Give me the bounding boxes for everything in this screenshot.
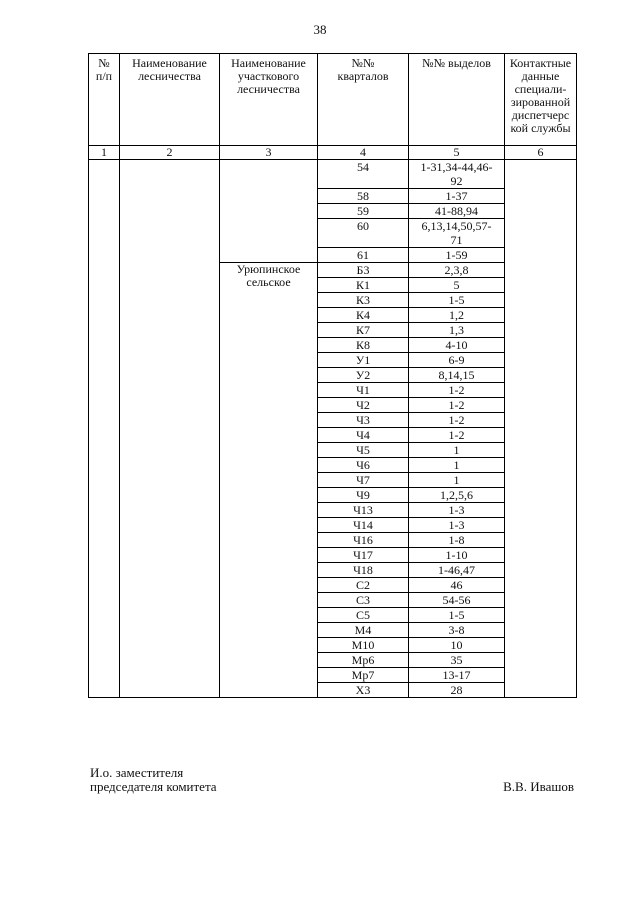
quarter-number: С2 — [318, 578, 409, 593]
quarter-number: М10 — [318, 638, 409, 653]
allotment-numbers: 1-59 — [409, 248, 505, 263]
column-number-row — [89, 146, 577, 160]
allotment-numbers: 3-8 — [409, 623, 505, 638]
allotment-numbers: 1,3 — [409, 323, 505, 338]
forestry-cell — [120, 160, 220, 698]
header-row — [89, 54, 577, 146]
allotment-numbers: 13-17 — [409, 668, 505, 683]
header-cell: Наименование участкового лесничества — [220, 54, 318, 146]
num-cell — [89, 160, 120, 698]
allotment-numbers: 6-9 — [409, 353, 505, 368]
column-number: 4 — [318, 146, 409, 160]
allotment-numbers: 1-8 — [409, 533, 505, 548]
allotment-numbers: 1,2 — [409, 308, 505, 323]
quarter-number: Ч2 — [318, 398, 409, 413]
allotment-numbers: 4-10 — [409, 338, 505, 353]
header-cell: №№ выделов — [409, 54, 505, 146]
allotment-numbers: 1-10 — [409, 548, 505, 563]
allotment-numbers: 1-2 — [409, 428, 505, 443]
signature-name: В.В. Ивашов — [503, 779, 574, 794]
allotment-numbers: 1 — [409, 443, 505, 458]
allotment-numbers: 1-2 — [409, 413, 505, 428]
allotment-numbers: 1-2 — [409, 398, 505, 413]
allotment-numbers: 46 — [409, 578, 505, 593]
allotment-numbers: 6,13,14,50,57- 71 — [409, 219, 505, 248]
allotment-numbers: 1-5 — [409, 293, 505, 308]
column-number: 2 — [120, 146, 220, 160]
quarter-number: Ч9 — [318, 488, 409, 503]
allotment-numbers: 1-5 — [409, 608, 505, 623]
quarter-number: Ч18 — [318, 563, 409, 578]
header-cell: Наименование лесничества — [120, 54, 220, 146]
quarter-number: К4 — [318, 308, 409, 323]
quarter-number: 61 — [318, 248, 409, 263]
allotment-numbers: 35 — [409, 653, 505, 668]
forestry-table — [88, 53, 577, 698]
header-cell: № п/п — [89, 54, 120, 146]
allotment-numbers: 28 — [409, 683, 505, 698]
quarter-number: У1 — [318, 353, 409, 368]
allotment-numbers: 1 — [409, 458, 505, 473]
quarter-number: Ч14 — [318, 518, 409, 533]
quarter-number: К1 — [318, 278, 409, 293]
quarter-number: Ч6 — [318, 458, 409, 473]
allotment-numbers: 1-31,34-44,46- 92 — [409, 160, 505, 189]
contact-cell — [505, 160, 577, 698]
column-number: 5 — [409, 146, 505, 160]
allotment-numbers: 54-56 — [409, 593, 505, 608]
quarter-number: К7 — [318, 323, 409, 338]
allotment-numbers: 1-46,47 — [409, 563, 505, 578]
column-number: 1 — [89, 146, 120, 160]
allotment-numbers: 1 — [409, 473, 505, 488]
quarter-number: Ч5 — [318, 443, 409, 458]
quarter-number: Мр7 — [318, 668, 409, 683]
quarter-number: С3 — [318, 593, 409, 608]
district-cell-empty — [220, 160, 318, 263]
allotment-numbers: 1-3 — [409, 503, 505, 518]
table-body — [89, 160, 577, 698]
quarter-number: Ч3 — [318, 413, 409, 428]
page-number: 38 — [313, 22, 327, 37]
quarter-number: Ч16 — [318, 533, 409, 548]
header-cell: №№ кварталов — [318, 54, 409, 146]
quarter-number: 58 — [318, 189, 409, 204]
quarter-number: Ч4 — [318, 428, 409, 443]
quarter-number: Ч1 — [318, 383, 409, 398]
allotment-numbers: 8,14,15 — [409, 368, 505, 383]
quarter-number: 54 — [318, 160, 409, 189]
quarter-number: К8 — [318, 338, 409, 353]
quarter-number: М4 — [318, 623, 409, 638]
quarter-number: Х3 — [318, 683, 409, 698]
quarter-number: Мр6 — [318, 653, 409, 668]
quarter-number: С5 — [318, 608, 409, 623]
quarter-number: 59 — [318, 204, 409, 219]
allotment-numbers: 2,3,8 — [409, 263, 505, 278]
allotment-numbers: 1-37 — [409, 189, 505, 204]
quarter-number: Б3 — [318, 263, 409, 278]
column-number: 3 — [220, 146, 318, 160]
district-name: Урюпинское сельское — [220, 263, 318, 698]
quarter-number: У2 — [318, 368, 409, 383]
allotment-numbers: 41-88,94 — [409, 204, 505, 219]
header-cell: Контактные данные специали- зированной диспетчерс кой службы — [505, 54, 577, 146]
allotment-numbers: 5 — [409, 278, 505, 293]
allotment-numbers: 1-3 — [409, 518, 505, 533]
column-number: 6 — [505, 146, 577, 160]
allotment-numbers: 1,2,5,6 — [409, 488, 505, 503]
quarter-number: 60 — [318, 219, 409, 248]
quarter-number: К3 — [318, 293, 409, 308]
quarter-number: Ч17 — [318, 548, 409, 563]
allotment-numbers: 10 — [409, 638, 505, 653]
quarter-number: Ч7 — [318, 473, 409, 488]
table-row — [89, 160, 577, 189]
signature-position: И.о. заместителя председателя комитета — [90, 765, 217, 794]
quarter-number: Ч13 — [318, 503, 409, 518]
allotment-numbers: 1-2 — [409, 383, 505, 398]
